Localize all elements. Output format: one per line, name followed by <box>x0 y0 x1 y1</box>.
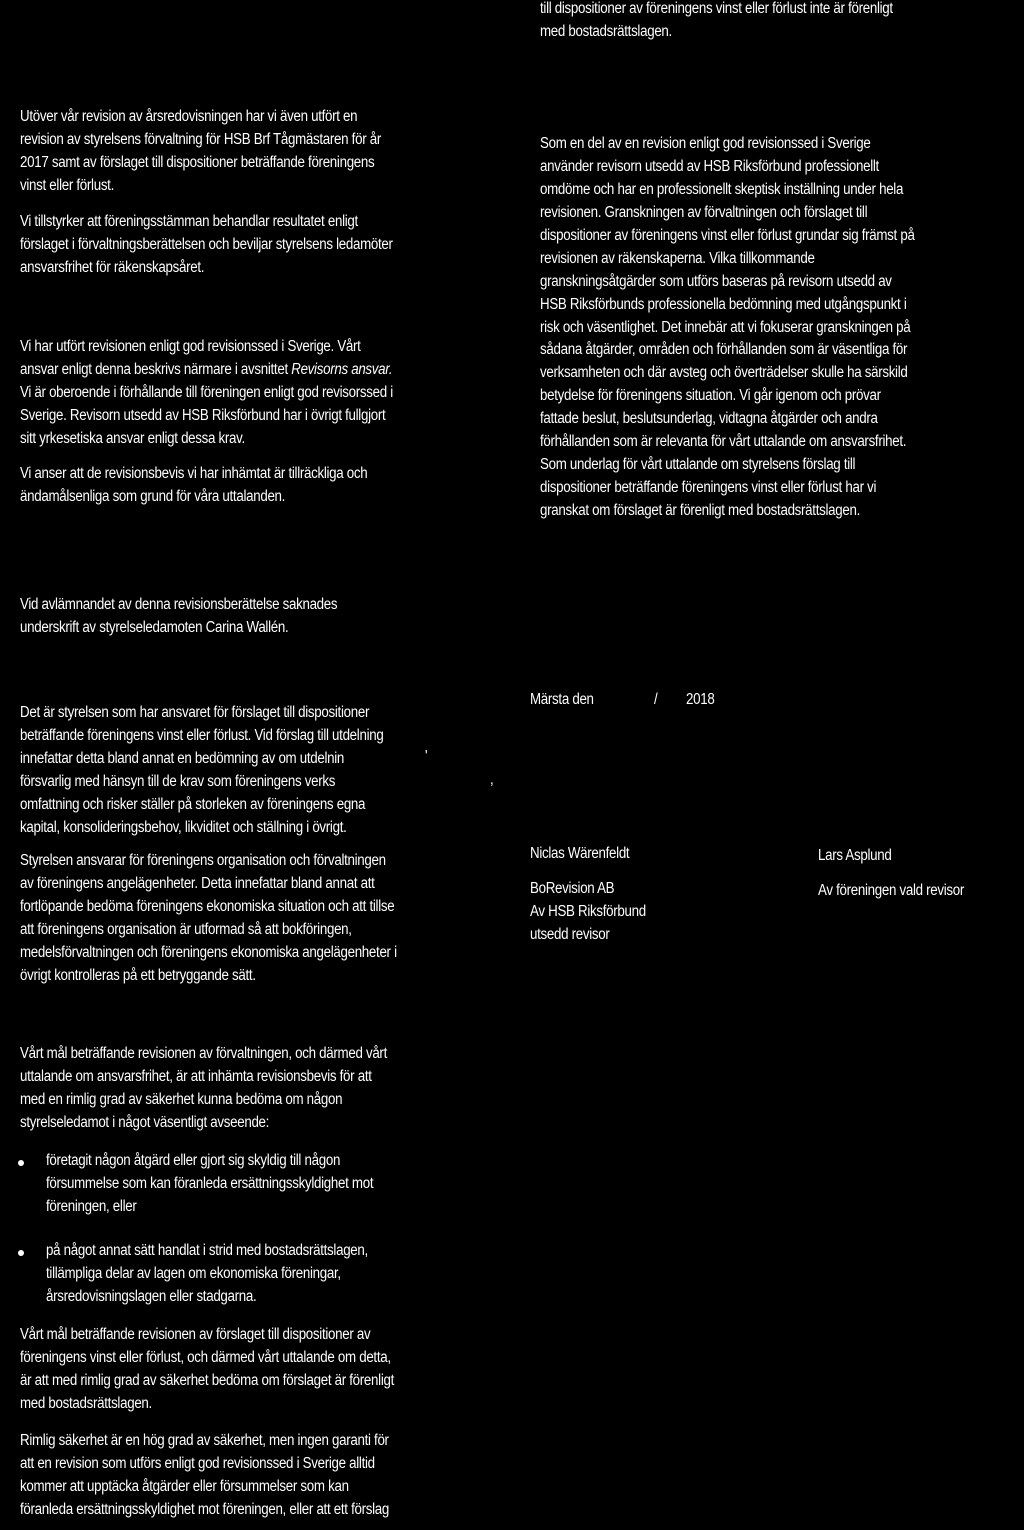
left-paragraph-scope: Utöver vår revision av årsredovisningen har vi även utfört en revision av styrelsens förvaltning för HSB Brf Tågmästaren för år 2017 samt av förslaget till dispositioner beträffande föreningens vinst eller förlust. <box>20 108 381 194</box>
left-paragraph-signature-note: Vid avlämnandet av denna revisionsberättelse saknades underskrift av styrelseledamoten Carina Wallén. <box>20 596 338 636</box>
auditor-1-role: BoRevision AB Av HSB Riksförbund utsedd revisor <box>530 880 646 943</box>
signature-date-slash: / <box>654 691 658 708</box>
left-paragraph-organisation: Styrelsen ansvarar för föreningens organisation och förvaltningen av föreningens angelägenheter. Detta innefattar bland annat att fortlöpande bedöma föreningens ekonomiska situation och att tillse att föreningens organisation är utformad så att bokföringen, medelsförvaltningen och föreningens ekonomiska angelägenheter i övrigt kontrolleras på ett betryggande sätt. <box>20 852 397 984</box>
stray-comma-mark: , <box>490 771 494 788</box>
signature-place: Märsta den <box>530 691 594 708</box>
left-paragraph-board-responsibility: Det är styrelsen som har ansvaret för förslaget till dispositioner beträffande föreningens vinst eller förlust. Vid förslag till utdelning innefattar detta bland annat en bedömning av om utdelnin försvarlig med hänsyn till de krav som föreningens verks omfattning och risker ställer på storleken av föreningens egna kapital, konsolideringsbehov, likviditet och ställning i övrigt. <box>20 704 384 836</box>
left-paragraph-objective: Vårt mål beträffande revisionen av förvaltningen, och därmed vårt uttalande om ansvarsfrihet, är att inhämta revisionsbevis för att med en rimlig grad av säkerhet kunna bedöma om någon styrelseledamot i något väsentligt avseende: <box>20 1045 387 1131</box>
basis-text-italic: Revisorns ansvar. <box>291 360 393 378</box>
left-bullet-2: på något annat sätt handlat i strid med bostadsrättslagen, tillämpliga delar av lagen om ekonomiska föreningar, årsredovisningslagen eller stadgarna. <box>46 1242 368 1305</box>
left-paragraph-recommendation: Vi tillstyrker att föreningsstämman behandlar resultatet enligt förslaget i förvaltningsberättelsen och beviljar styrelsens ledamöter ansvarsfrihet för räkenskapsåret. <box>20 213 393 276</box>
left-paragraph-reasonable-assurance: Rimlig säkerhet är en hög grad av säkerhet, men ingen garanti för att en revision som utförs enligt god revisionssed i Sverige alltid kommer att upptäcka åtgärder eller försummelser som kan föranleda ersättningsskyldighet mot föreningen, eller att ett förslag <box>20 1432 389 1518</box>
bullet-dot-2 <box>18 1250 24 1256</box>
auditor-2-role: Av föreningen vald revisor <box>818 882 965 899</box>
right-paragraph-audit-method: Som en del av en revision enligt god revisionssed i Sverige använder revisorn utsedd av HSB Riksförbund professionellt omdöme och har en professionellt skeptisk inställning under hela revisionen. Granskningen av förvaltningen och förslaget till dispositioner av föreningens vinst eller förlust grundar sig främst på revisionen av räkenskaperna. Vilka tillkommande granskningsåtgärder som utförs baseras på revisorn utsedd av HSB Riksförbunds professionella bedömning med utgångspunkt i risk och väsentlighet. Det innebär att vi fokuserar granskningen på sådana åtgärder, områden och förhållanden som är väsentliga för verksamheten och där avsteg och överträdelser skulle ha särskild betydelse för föreningens situation. Vi går igenom och prövar fattade beslut, beslutsunderlag, vidtagna åtgärder och andra förhållanden som är relevanta för vårt uttalande om ansvarsfrihet. Som underlag för vårt uttalande om styrelsens förslag till dispositioner beträffande föreningens vinst eller förlust har vi granskat om förslaget är förenligt med bostadsrättslagen. <box>540 135 915 519</box>
left-paragraph-proposal-objective: Vårt mål beträffande revisionen av förslaget till dispositioner av föreningens vinst eller förlust, och därmed vårt uttalande om detta, är att med rimlig grad av säkerhet bedöma om förslaget är förenligt med bostadsrättslagen. <box>20 1326 395 1412</box>
right-top-fragment: till dispositioner av föreningens vinst eller förlust inte är förenligt med bostadsrättslagen. <box>540 0 893 40</box>
stray-tick-mark: ' <box>425 748 428 765</box>
signature-year: 2018 <box>686 691 715 708</box>
left-paragraph-basis <box>20 336 536 451</box>
left-bullet-1: företagit någon åtgärd eller gjort sig skyldig till någon försummelse som kan föranleda ersättningsskyldighet mot föreningen, eller <box>46 1152 374 1215</box>
left-paragraph-evidence: Vi anser att de revisionsbevis vi har inhämtat är tillräckliga och ändamålsenliga som grund för våra uttalanden. <box>20 465 368 505</box>
auditor-1-name: Niclas Wärenfeldt <box>530 845 630 862</box>
bullet-dot-1 <box>18 1160 24 1166</box>
basis-text-a: Vi har utfört revisionen enligt god revisionssed i Sverige. Vårt ansvar enligt denna beskrivs närmare i avsnittet <box>20 338 361 378</box>
auditor-2-name: Lars Asplund <box>818 847 892 864</box>
basis-text-b: Vi är oberoende i förhållande till föreningen enligt god revisorssed i Sverige. Revisorn utsedd av HSB Riksförbund har i övrigt fullgjort sitt yrkesetiska ansvar enligt dessa krav. <box>20 383 393 447</box>
